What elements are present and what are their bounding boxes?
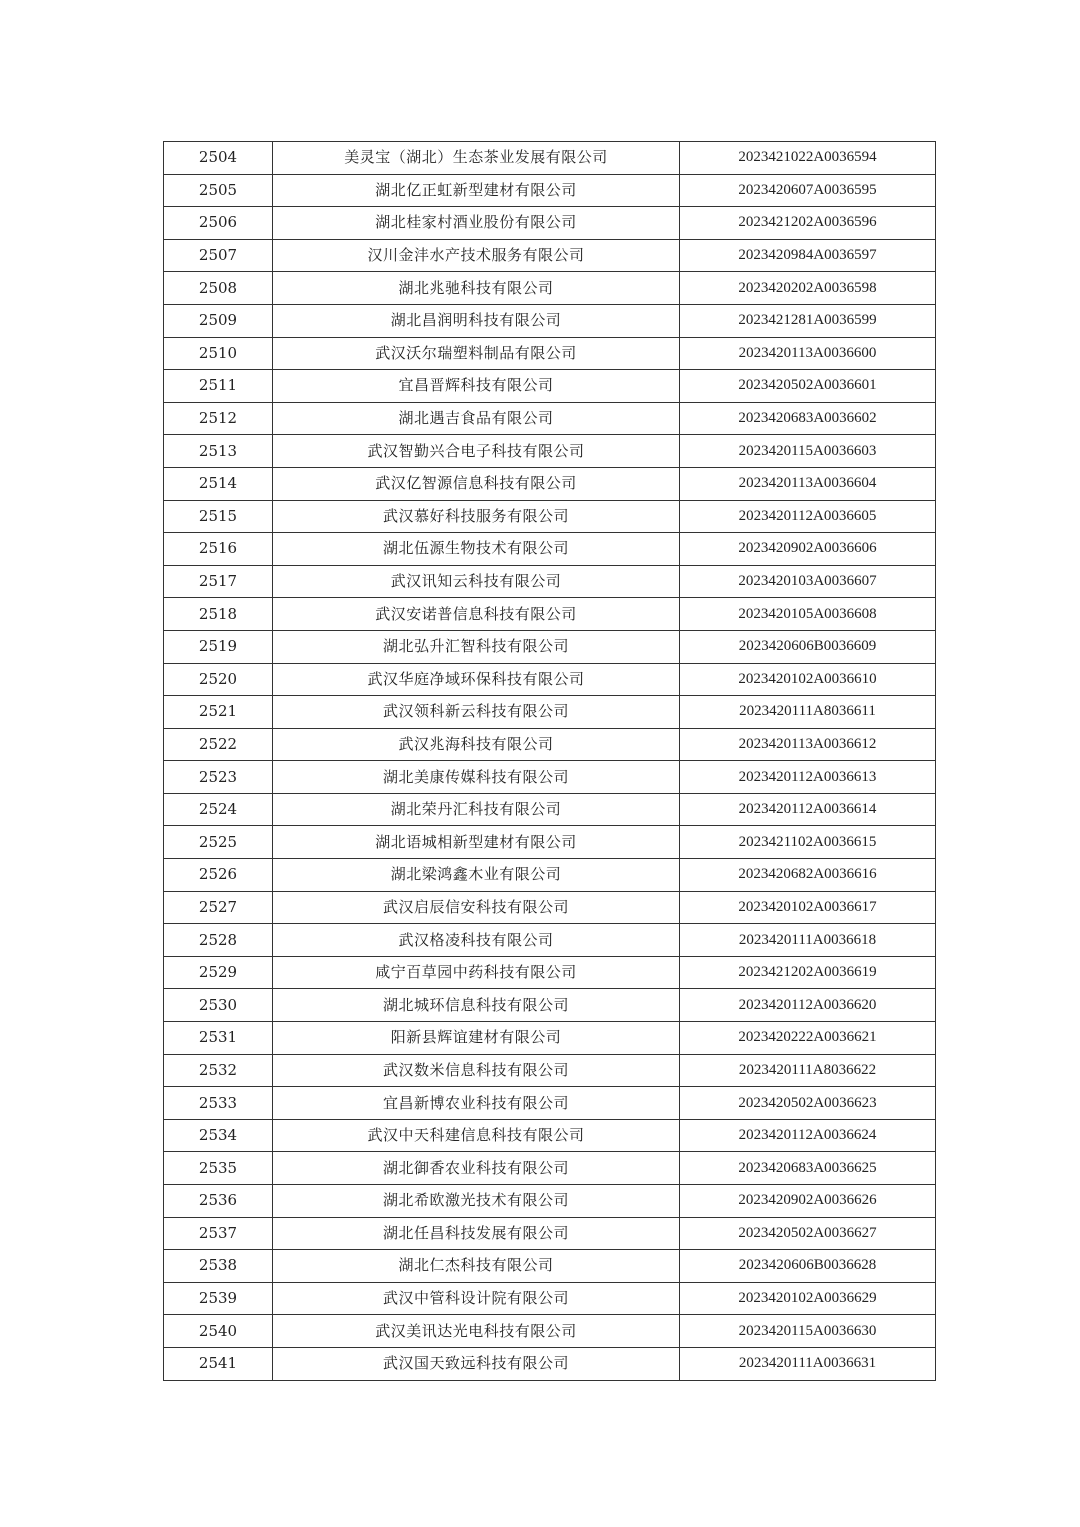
company-name-cell: 武汉慕好科技服务有限公司 (273, 500, 680, 533)
registration-code-cell: 2023420984A0036597 (680, 239, 936, 272)
table-row (164, 761, 936, 794)
company-name-cell: 湖北御香农业科技有限公司 (273, 1152, 680, 1185)
table-row (164, 793, 936, 826)
company-name-cell: 湖北伍源生物技术有限公司 (273, 533, 680, 566)
registration-code-cell: 2023420683A0036625 (680, 1152, 936, 1185)
row-number-cell: 2504 (164, 142, 273, 175)
registration-code-cell: 2023420112A0036614 (680, 793, 936, 826)
table-row (164, 370, 936, 403)
table-row (164, 989, 936, 1022)
company-name-cell: 湖北遇吉食品有限公司 (273, 402, 680, 435)
company-name-cell: 武汉中管科设计院有限公司 (273, 1282, 680, 1315)
row-number-cell: 2519 (164, 630, 273, 663)
registration-code-cell: 2023420111A8036622 (680, 1054, 936, 1087)
company-name-cell: 湖北梁鸿鑫木业有限公司 (273, 859, 680, 892)
table-row (164, 1347, 936, 1380)
row-number-cell: 2517 (164, 565, 273, 598)
row-number-cell: 2522 (164, 728, 273, 761)
registration-code-cell: 2023420113A0036600 (680, 337, 936, 370)
registration-code-cell: 2023420222A0036621 (680, 1022, 936, 1055)
company-name-cell: 武汉中天科建信息科技有限公司 (273, 1119, 680, 1152)
table-row (164, 956, 936, 989)
company-name-cell: 湖北荣丹汇科技有限公司 (273, 793, 680, 826)
row-number-cell: 2528 (164, 924, 273, 957)
registration-code-cell: 2023420113A0036612 (680, 728, 936, 761)
company-name-cell: 宜昌晋辉科技有限公司 (273, 370, 680, 403)
company-name-cell: 武汉华庭净域环保科技有限公司 (273, 663, 680, 696)
company-name-cell: 湖北希欧激光技术有限公司 (273, 1185, 680, 1218)
row-number-cell: 2521 (164, 696, 273, 729)
row-number-cell: 2537 (164, 1217, 273, 1250)
company-name-cell: 武汉兆海科技有限公司 (273, 728, 680, 761)
registration-code-cell: 2023420111A0036631 (680, 1347, 936, 1380)
registration-code-cell: 2023420111A0036618 (680, 924, 936, 957)
table-row (164, 174, 936, 207)
row-number-cell: 2506 (164, 207, 273, 240)
table-body (164, 142, 936, 1381)
company-name-cell: 武汉亿智源信息科技有限公司 (273, 467, 680, 500)
table-row (164, 565, 936, 598)
registration-code-cell: 2023420103A0036607 (680, 565, 936, 598)
company-name-cell: 汉川金沣水产技术服务有限公司 (273, 239, 680, 272)
table-row (164, 859, 936, 892)
company-name-cell: 武汉沃尔瑞塑料制品有限公司 (273, 337, 680, 370)
company-list-table (163, 141, 936, 1381)
registration-code-cell: 2023420111A8036611 (680, 696, 936, 729)
table-row (164, 663, 936, 696)
registration-code-cell: 2023420682A0036616 (680, 859, 936, 892)
table-row (164, 1217, 936, 1250)
registration-code-cell: 2023421281A0036599 (680, 304, 936, 337)
row-number-cell: 2509 (164, 304, 273, 337)
registration-code-cell: 2023420902A0036626 (680, 1185, 936, 1218)
company-name-cell: 武汉数米信息科技有限公司 (273, 1054, 680, 1087)
table-row (164, 826, 936, 859)
registration-code-cell: 2023420606B0036628 (680, 1250, 936, 1283)
registration-code-cell: 2023420606B0036609 (680, 630, 936, 663)
table-row (164, 891, 936, 924)
row-number-cell: 2511 (164, 370, 273, 403)
row-number-cell: 2505 (164, 174, 273, 207)
registration-code-cell: 2023420502A0036623 (680, 1087, 936, 1120)
company-name-cell: 湖北昌润明科技有限公司 (273, 304, 680, 337)
row-number-cell: 2539 (164, 1282, 273, 1315)
row-number-cell: 2520 (164, 663, 273, 696)
row-number-cell: 2513 (164, 435, 273, 468)
table-row (164, 304, 936, 337)
registration-code-cell: 2023421102A0036615 (680, 826, 936, 859)
registration-code-cell: 2023420115A0036603 (680, 435, 936, 468)
table-row (164, 598, 936, 631)
row-number-cell: 2540 (164, 1315, 273, 1348)
registration-code-cell: 2023420902A0036606 (680, 533, 936, 566)
row-number-cell: 2515 (164, 500, 273, 533)
table-row (164, 1185, 936, 1218)
row-number-cell: 2541 (164, 1347, 273, 1380)
registration-code-cell: 2023420115A0036630 (680, 1315, 936, 1348)
company-name-cell: 湖北弘升汇智科技有限公司 (273, 630, 680, 663)
company-name-cell: 武汉格凌科技有限公司 (273, 924, 680, 957)
registration-code-cell: 2023421202A0036619 (680, 956, 936, 989)
table-row (164, 467, 936, 500)
table-row (164, 696, 936, 729)
company-name-cell: 美灵宝（湖北）生态茶业发展有限公司 (273, 142, 680, 175)
company-name-cell: 咸宁百草园中药科技有限公司 (273, 956, 680, 989)
company-name-cell: 湖北桂家村酒业股份有限公司 (273, 207, 680, 240)
company-name-cell: 武汉领科新云科技有限公司 (273, 696, 680, 729)
row-number-cell: 2512 (164, 402, 273, 435)
company-name-cell: 武汉启辰信安科技有限公司 (273, 891, 680, 924)
registration-code-cell: 2023421022A0036594 (680, 142, 936, 175)
table-row (164, 728, 936, 761)
registration-code-cell: 2023420683A0036602 (680, 402, 936, 435)
table-row (164, 1087, 936, 1120)
registration-code-cell: 2023420607A0036595 (680, 174, 936, 207)
row-number-cell: 2524 (164, 793, 273, 826)
table-row (164, 1152, 936, 1185)
registration-code-cell: 2023420102A0036629 (680, 1282, 936, 1315)
registration-code-cell: 2023420112A0036624 (680, 1119, 936, 1152)
row-number-cell: 2507 (164, 239, 273, 272)
row-number-cell: 2529 (164, 956, 273, 989)
row-number-cell: 2527 (164, 891, 273, 924)
table-row (164, 500, 936, 533)
registration-code-cell: 2023420102A0036617 (680, 891, 936, 924)
registration-code-cell: 2023421202A0036596 (680, 207, 936, 240)
row-number-cell: 2538 (164, 1250, 273, 1283)
table-row (164, 1282, 936, 1315)
row-number-cell: 2510 (164, 337, 273, 370)
registration-code-cell: 2023420502A0036627 (680, 1217, 936, 1250)
row-number-cell: 2531 (164, 1022, 273, 1055)
table-row (164, 142, 936, 175)
table-row (164, 1022, 936, 1055)
registration-code-cell: 2023420112A0036613 (680, 761, 936, 794)
row-number-cell: 2516 (164, 533, 273, 566)
table-row (164, 337, 936, 370)
registration-code-cell: 2023420112A0036605 (680, 500, 936, 533)
table-row (164, 1054, 936, 1087)
company-name-cell: 宜昌新博农业科技有限公司 (273, 1087, 680, 1120)
company-name-cell: 湖北城环信息科技有限公司 (273, 989, 680, 1022)
company-name-cell: 湖北亿正虹新型建材有限公司 (273, 174, 680, 207)
row-number-cell: 2523 (164, 761, 273, 794)
table-row (164, 435, 936, 468)
table-row (164, 207, 936, 240)
table-row (164, 533, 936, 566)
company-name-cell: 湖北仁杰科技有限公司 (273, 1250, 680, 1283)
table-row (164, 272, 936, 305)
row-number-cell: 2536 (164, 1185, 273, 1218)
company-name-cell: 武汉安诺普信息科技有限公司 (273, 598, 680, 631)
row-number-cell: 2526 (164, 859, 273, 892)
table-row (164, 924, 936, 957)
company-name-cell: 武汉美讯达光电科技有限公司 (273, 1315, 680, 1348)
company-name-cell: 武汉智勤兴合电子科技有限公司 (273, 435, 680, 468)
table-row (164, 630, 936, 663)
row-number-cell: 2532 (164, 1054, 273, 1087)
row-number-cell: 2508 (164, 272, 273, 305)
company-name-cell: 武汉讯知云科技有限公司 (273, 565, 680, 598)
registration-code-cell: 2023420102A0036610 (680, 663, 936, 696)
table-row (164, 1250, 936, 1283)
row-number-cell: 2535 (164, 1152, 273, 1185)
row-number-cell: 2534 (164, 1119, 273, 1152)
table-row (164, 402, 936, 435)
company-name-cell: 湖北语城相新型建材有限公司 (273, 826, 680, 859)
table-row (164, 1315, 936, 1348)
row-number-cell: 2530 (164, 989, 273, 1022)
row-number-cell: 2525 (164, 826, 273, 859)
registration-code-cell: 2023420105A0036608 (680, 598, 936, 631)
registration-code-cell: 2023420502A0036601 (680, 370, 936, 403)
company-name-cell: 湖北兆驰科技有限公司 (273, 272, 680, 305)
company-name-cell: 武汉国天致远科技有限公司 (273, 1347, 680, 1380)
company-name-cell: 湖北任昌科技发展有限公司 (273, 1217, 680, 1250)
row-number-cell: 2533 (164, 1087, 273, 1120)
registration-code-cell: 2023420112A0036620 (680, 989, 936, 1022)
company-name-cell: 湖北美康传媒科技有限公司 (273, 761, 680, 794)
company-name-cell: 阳新县辉谊建材有限公司 (273, 1022, 680, 1055)
registration-code-cell: 2023420202A0036598 (680, 272, 936, 305)
table-row (164, 239, 936, 272)
row-number-cell: 2518 (164, 598, 273, 631)
registration-code-cell: 2023420113A0036604 (680, 467, 936, 500)
table-row (164, 1119, 936, 1152)
row-number-cell: 2514 (164, 467, 273, 500)
